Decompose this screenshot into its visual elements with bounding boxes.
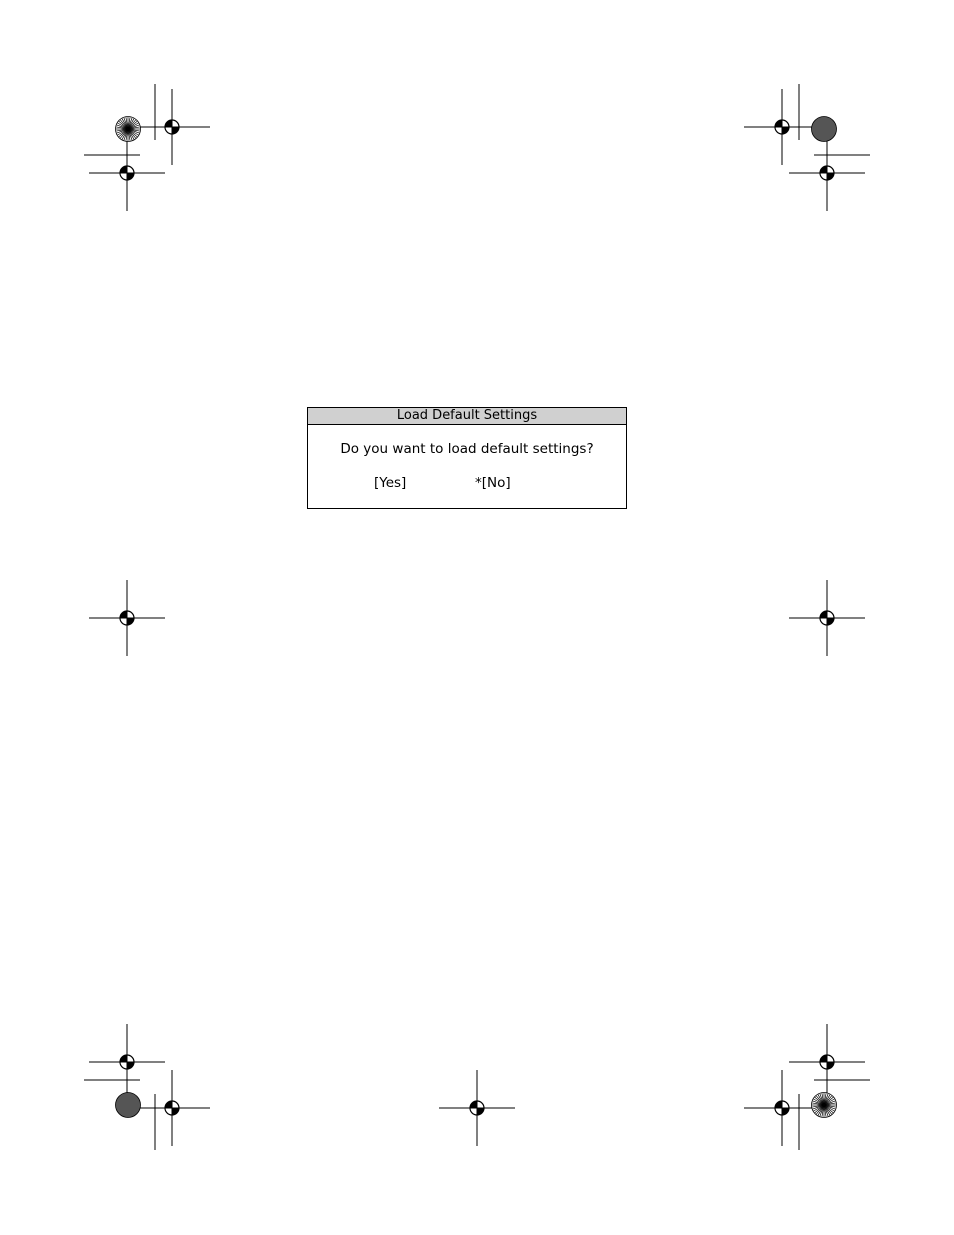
registration-mark xyxy=(744,1070,820,1146)
dialog-title: Load Default Settings xyxy=(308,408,626,425)
starburst-target xyxy=(116,117,141,142)
registration-mark xyxy=(89,1024,165,1100)
registration-mark xyxy=(89,580,165,656)
registration-mark xyxy=(89,135,165,211)
registration-mark xyxy=(789,1024,865,1100)
load-default-dialog xyxy=(307,407,627,509)
registration-mark xyxy=(134,89,210,165)
registration-mark xyxy=(789,135,865,211)
registration-mark xyxy=(789,580,865,656)
registration-mark xyxy=(439,1070,515,1146)
dialog-question: Do you want to load default settings? xyxy=(340,441,594,457)
gray-target xyxy=(812,117,837,142)
registration-mark xyxy=(744,89,820,165)
yes-option[interactable]: [Yes] xyxy=(374,475,407,491)
registration-mark xyxy=(134,1070,210,1146)
no-option[interactable]: *[No] xyxy=(475,475,511,491)
gray-target xyxy=(116,1093,141,1118)
starburst-target xyxy=(812,1093,837,1118)
